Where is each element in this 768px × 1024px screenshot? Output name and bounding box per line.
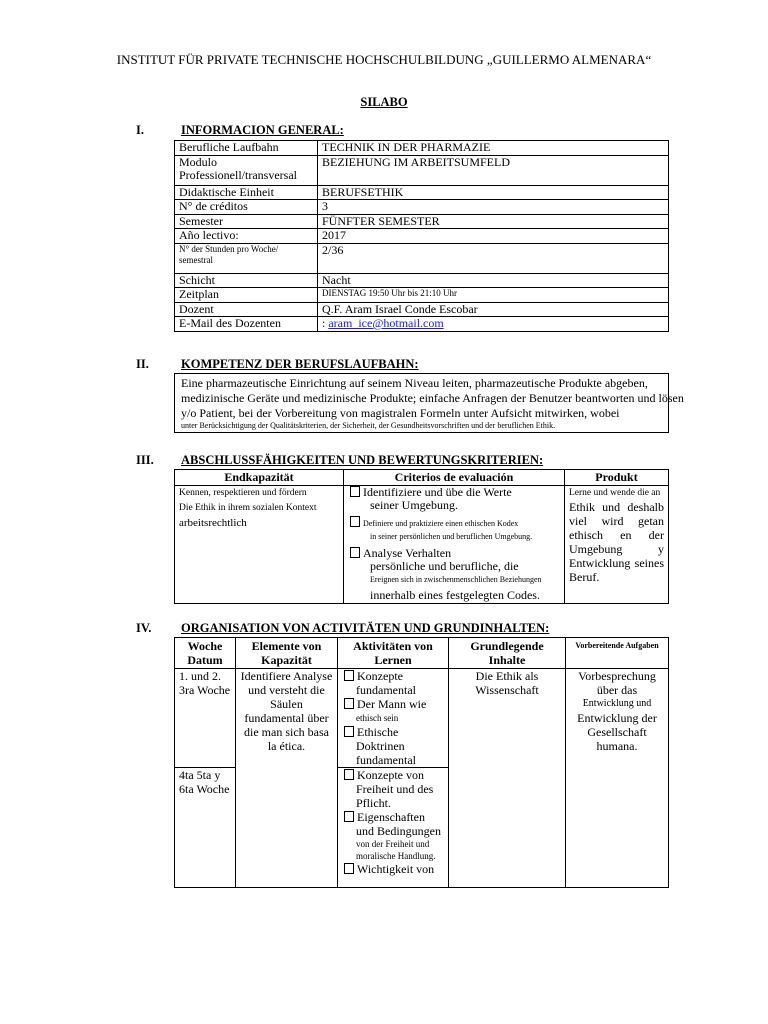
section-4-number: IV. bbox=[136, 621, 152, 635]
column-header: Grundlegende Inhalte bbox=[449, 638, 566, 669]
table-row bbox=[175, 669, 669, 768]
table-row bbox=[175, 243, 669, 273]
criterion-text: Ereignen sich in zwischenmenschlichen Beziehungen bbox=[370, 575, 542, 584]
table-row bbox=[175, 317, 669, 332]
row-value: 3 bbox=[318, 200, 669, 215]
column-header: Criterios de evaluación bbox=[344, 470, 565, 486]
activity-text: Der Mann wie bbox=[357, 697, 427, 711]
prep-text: Entwicklung und bbox=[582, 698, 652, 709]
row-label: Schicht bbox=[175, 273, 318, 288]
activity-text: Konzepte fundamental bbox=[356, 669, 416, 697]
column-header: Produkt bbox=[565, 470, 669, 486]
product-cell bbox=[565, 486, 669, 604]
prep-text: Entwicklung der Gesellschaft humana. bbox=[577, 711, 657, 753]
week-text: 1. und 2. bbox=[179, 669, 221, 683]
criteria-cell bbox=[344, 486, 565, 604]
table-row bbox=[175, 155, 669, 185]
activity-text: Eigenschaften und Bedingungen bbox=[356, 810, 441, 838]
row-label: E-Mail des Dozenten bbox=[175, 317, 318, 332]
table-row bbox=[175, 141, 669, 156]
checkbox-icon bbox=[344, 811, 354, 822]
activity-text: von der Freiheit und moralische Handlung. bbox=[356, 839, 436, 861]
activity-text: Wichtigkeit von bbox=[357, 862, 435, 876]
capacity-text: Kennen, respektieren und fördern bbox=[179, 488, 307, 498]
checkbox-icon bbox=[350, 486, 360, 497]
row-value bbox=[318, 317, 669, 332]
table-row bbox=[175, 229, 669, 244]
row-value: FÜNFTER SEMESTER bbox=[318, 214, 669, 229]
organisation-table bbox=[174, 637, 669, 888]
element-text: Identifiere Analyse bbox=[240, 669, 333, 683]
email-prefix: : bbox=[322, 316, 329, 330]
prep-task-cell bbox=[566, 669, 669, 888]
row-label: Zeitplan bbox=[175, 288, 318, 303]
competence-line: y/o Patient, bei der Vorbereitung von magistralen Formeln unter Aufsicht mitwirken, wobei bbox=[181, 406, 620, 420]
row-label: N° de créditos bbox=[175, 200, 318, 215]
element-text: und versteht die Säulen fundamental über die man sich basa la ética. bbox=[244, 683, 329, 753]
week-cell: 4ta 5ta y 6ta Woche bbox=[175, 768, 236, 888]
content-cell: Die Ethik als Wissenschaft bbox=[449, 669, 566, 888]
section-4-title: ORGANISATION VON ACTIVITÄTEN UND GRUNDINHALTEN: bbox=[181, 621, 550, 635]
column-header: Endkapazität bbox=[175, 470, 344, 486]
checkbox-icon bbox=[350, 547, 360, 558]
table-header-row bbox=[175, 638, 669, 669]
criterion-text: in seiner persönlichen und beruflichen Umgebung. bbox=[370, 532, 533, 541]
checkbox-icon bbox=[344, 726, 354, 737]
table-row bbox=[175, 200, 669, 215]
row-label: Berufliche Laufbahn bbox=[175, 141, 318, 156]
row-label: Modulo Professionell/transversal bbox=[175, 155, 318, 185]
criterion-text: seiner Umgebung. bbox=[370, 498, 458, 512]
row-value: 2017 bbox=[318, 229, 669, 244]
activities-cell bbox=[338, 669, 449, 768]
table-row bbox=[175, 273, 669, 288]
activity-text: Konzepte von Freiheit und des Pflicht. bbox=[356, 768, 434, 810]
skills-table bbox=[174, 469, 669, 604]
end-capacity-cell bbox=[175, 486, 344, 604]
criterion-text: persönliche und berufliche, die bbox=[370, 559, 519, 573]
capacity-text: arbeitsrechtlich bbox=[179, 517, 247, 529]
checkbox-icon bbox=[344, 769, 354, 780]
capacity-element-cell bbox=[236, 669, 338, 888]
section-2-title: KOMPETENZ DER BERUFSLAUFBAHN: bbox=[181, 357, 419, 371]
row-label: Didaktische Einheit bbox=[175, 185, 318, 200]
criterion-text: Analyse Verhalten bbox=[363, 546, 452, 560]
table-row bbox=[175, 288, 669, 303]
checkbox-icon bbox=[344, 863, 354, 874]
week-cell bbox=[175, 669, 236, 768]
competence-line: medizinische Geräte und medizinische Produkte; einfache Anfragen der Benutzer beantworten und lösen bbox=[181, 391, 684, 405]
table-header-row bbox=[175, 470, 669, 486]
section-2-number: II. bbox=[136, 357, 149, 371]
column-header: Vorbereitende Aufgaben bbox=[566, 638, 669, 669]
row-label: Dozent bbox=[175, 302, 318, 317]
document-title: SILABO bbox=[360, 95, 408, 109]
row-label: Semester bbox=[175, 214, 318, 229]
checkbox-icon bbox=[350, 516, 360, 527]
product-text: Lerne und wende die an bbox=[569, 488, 661, 498]
checkbox-icon bbox=[344, 670, 354, 681]
table-row bbox=[175, 486, 669, 604]
competence-line: Eine pharmazeutische Einrichtung auf seinem Niveau leiten, pharmazeutische Produkte abgeben, bbox=[181, 376, 648, 390]
column-header: Elemente von Kapazität bbox=[236, 638, 338, 669]
criterion-text: Definiere und praktiziere einen ethischen Kodex bbox=[363, 519, 519, 528]
competence-box bbox=[174, 373, 684, 433]
table-row bbox=[175, 302, 669, 317]
checkbox-icon bbox=[344, 698, 354, 709]
section-1-title: INFORMACION GENERAL: bbox=[181, 123, 344, 137]
activity-text: ethisch sein bbox=[356, 713, 399, 723]
capacity-text: Die Ethik in ihrem sozialen Kontext bbox=[179, 503, 317, 513]
prep-text: Vorbesprechung über das bbox=[578, 669, 656, 697]
product-text: Ethik und deshalb viel wird getan ethisch en der Umgebung y Entwicklung seines Beruf. bbox=[569, 500, 664, 584]
section-1-number: I. bbox=[136, 123, 144, 137]
row-label: Año lectivo: bbox=[175, 229, 318, 244]
activity-text: Ethische Doktrinen fundamental bbox=[356, 725, 416, 767]
general-info-table bbox=[174, 140, 669, 332]
activities-cell bbox=[338, 768, 449, 888]
criterion-text: innerhalb eines festgelegten Codes. bbox=[370, 588, 540, 602]
competence-line-small: unter Berücksichtigung der Qualitätskriterien, der Sicherheit, der Gesundheitsvorschriften und der beruflichen Ethik. bbox=[181, 421, 556, 430]
row-value: DIENSTAG 19:50 Uhr bis 21:10 Uhr bbox=[318, 288, 669, 303]
row-value: BERUFSETHIK bbox=[318, 185, 669, 200]
column-header: Aktivitäten von Lernen bbox=[338, 638, 449, 669]
email-link[interactable]: aram_ice@hotmail.com bbox=[328, 316, 444, 330]
row-label: N° der Stunden pro Woche/ semestral bbox=[175, 243, 318, 273]
row-value: 2/36 bbox=[318, 243, 669, 273]
row-value: Nacht bbox=[318, 273, 669, 288]
row-value: BEZIEHUNG IM ARBEITSUMFELD bbox=[318, 155, 669, 185]
institution-title: INSTITUT FÜR PRIVATE TECHNISCHE HOCHSCHULBILDUNG „GUILLERMO ALMENARA“ bbox=[116, 52, 652, 67]
row-value: Q.F. Aram Israel Conde Escobar bbox=[318, 302, 669, 317]
column-header: Woche Datum bbox=[175, 638, 236, 669]
criterion-text: Identifiziere und übe die Werte bbox=[363, 485, 512, 499]
week-text: 3ra Woche bbox=[179, 683, 231, 697]
section-3-title: ABSCHLUSSFÄHIGKEITEN UND BEWERTUNGSKRITERIEN: bbox=[181, 453, 544, 467]
table-row bbox=[175, 185, 669, 200]
section-3-number: III. bbox=[136, 453, 154, 467]
row-value: TECHNIK IN DER PHARMAZIE bbox=[318, 141, 669, 156]
table-row bbox=[175, 214, 669, 229]
